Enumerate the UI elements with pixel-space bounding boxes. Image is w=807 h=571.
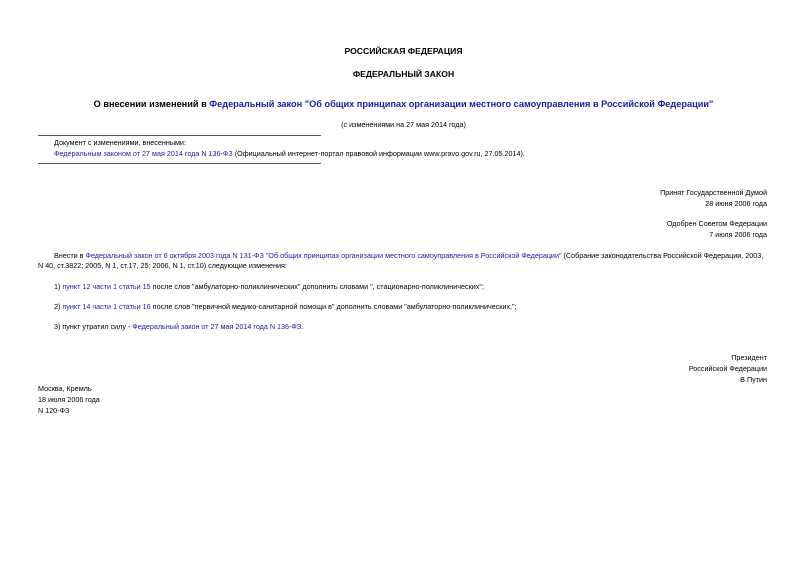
law-number: N 120-ФЗ — [38, 406, 70, 415]
document-title — [0, 99, 807, 109]
signing-place: Москва, Кремль — [38, 384, 92, 393]
doc-type-heading: ФЕДЕРАЛЬНЫЙ ЗАКОН — [352, 69, 455, 79]
signing-date: 18 июля 2006 года — [38, 395, 100, 404]
notice-top-divider — [38, 135, 321, 136]
title-prefix: О внесении изменений в — [93, 99, 210, 109]
change-item-3 — [54, 322, 303, 332]
intro-rest: (Собрание законодательства Российской Федерации, 2003, N 40, ст.3822; 2005, N 1, ст.17, 25; 2006, N 1, ст.10) следующие изменения: — [38, 251, 764, 270]
title-law-link[interactable]: Федеральный закон "Об общих принципах организации местного самоуправления в Российской Федерации" — [209, 99, 714, 109]
item-1-link[interactable]: пункт 12 части 1 статьи 15 — [62, 282, 151, 291]
item-2-number: 2) — [54, 302, 63, 311]
duma-adoption: Принят Государственной Думой — [660, 188, 767, 197]
council-approval: Одобрен Советом Федерации — [666, 219, 767, 228]
notice-line: Документ с изменениями, внесенными: — [54, 138, 186, 147]
notice-bottom-divider — [38, 163, 321, 164]
intro-prefix: Внести в — [54, 251, 86, 260]
signature-title: Президент — [731, 353, 767, 362]
item-3-link[interactable]: Федеральный закон от 27 мая 2014 года N 136-ФЗ — [132, 322, 302, 331]
item-3-prefix: 3) пункт утратил силу - — [54, 322, 133, 331]
item-2-link[interactable]: пункт 14 части 1 статьи 16 — [62, 302, 151, 311]
change-item-2 — [54, 302, 517, 312]
item-1-text: после слов "амбулаторно-поликлинических" дополнить словами ", стационарно-поликлинических"; — [150, 282, 484, 291]
notice-amendment-source: (Официальный интернет-портал правовой информации www.pravo.gov.ru, 27.05.2014). — [232, 149, 525, 158]
amended-note: (с изменениями на 27 мая 2014 года) — [341, 120, 466, 129]
change-item-1 — [54, 282, 484, 292]
country-heading: РОССИЙСКАЯ ФЕДЕРАЦИЯ — [344, 46, 463, 56]
council-approval-date: 7 июля 2006 года — [709, 230, 767, 239]
item-1-number: 1) — [54, 282, 63, 291]
item-2-text: после слов "первичной медико-санитарной помощи в" дополнить словами "амбулаторно-поликлинических,"; — [150, 302, 517, 311]
signature-name: В.Путин — [740, 375, 767, 384]
notice-amendment-link[interactable]: Федеральным законом от 27 мая 2014 года N 136-ФЗ — [54, 149, 233, 158]
signature-office: Российской Федерации — [688, 364, 767, 373]
intro-paragraph — [38, 251, 770, 271]
item-3-suffix: . — [301, 322, 304, 331]
notice-amendment — [54, 149, 525, 159]
duma-adoption-date: 28 июня 2006 года — [705, 199, 767, 208]
intro-law-link[interactable]: Федеральный закон от 6 октября 2003 года N 131-ФЗ "Об общих принципах организации местного самоуправления в Российской Федерации" — [85, 251, 562, 260]
